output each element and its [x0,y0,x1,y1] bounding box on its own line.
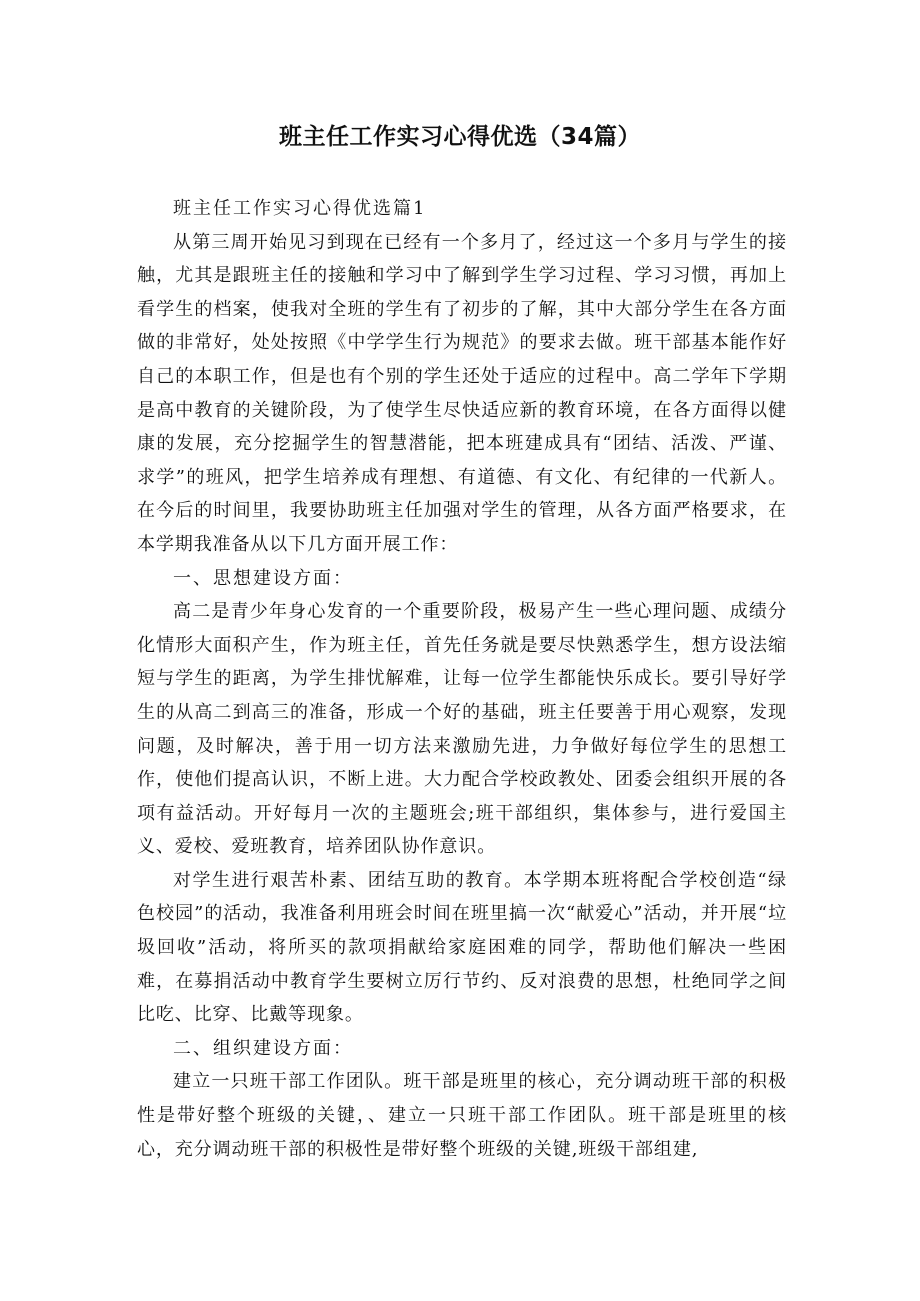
section-heading-organization: 二、组织建设方面： [173,1037,353,1059]
paragraph-activities: 对学生进行艰苦朴素、团结互助的教育。本学期本班将配合学校创造“绿色校园”的活动，我准备利用班会时间在班里搞一次“献爱心”活动，并开展“垃圾回收”活动，将所买的款项捐献给家庭困难的同学，帮助他们解决一些困难，在募捐活动中教育学生要树立厉行节约、反对浪费的思想，杜绝同学之间比吃、比穿、比戴等现象。 [137,869,787,1026]
section-heading-part-1: 班主任工作实习心得优选篇1 [173,198,427,219]
paragraph-organization: 建立一只班干部工作团队。班干部是班里的核心，充分调动班干部的积极性是带好整个班级的关键，、建立一只班干部工作团队。班干部是班里的核心，充分调动班干部的积极性是带好整个班级的关键,班级干部组建, [137,1071,787,1160]
paragraph-intro: 从第三周开始见习到现在已经有一个多月了，经过这一个多月与学生的接触，尤其是跟班主任的接触和学习中了解到学生学习过程、学习习惯，再加上看学生的档案，使我对全班的学生有了初步的了解，其中大部分学生在各方面做的非常好，处处按照《中学学生行为规范》的要求去做。班干部基本能作好自己的本职工作，但是也有个别的学生还处于适应的过程中。高二学年下学期是高中教育的关键阶段，为了使学生尽快适应新的教育环境，在各方面得以健康的发展，充分挖掘学生的智慧潜能，把本班建成具有“团结、活泼、严谨、求学”的班风，把学生培养成有理想、有道德、有文化、有纪律的一代新人。在今后的时间里，我要协助班主任加强对学生的管理，从各方面严格要求，在本学期我准备从以下几方面开展工作： [137,231,787,555]
document-title: 班主任工作实习心得优选（34篇） [278,124,641,150]
section-heading-ideology: 一、思想建设方面： [173,567,353,589]
document-body [137,192,787,1166]
paragraph-ideology: 高二是青少年身心发育的一个重要阶段，极易产生一些心理问题、成绩分化情形大面积产生，作为班主任，首先任务就是要尽快熟悉学生，想方设法缩短与学生的距离，为学生排忧解难，让每一位学生都能快乐成长。要引导好学生的从高二到高三的准备，形成一个好的基础，班主任要善于用心观察，发现问题，及时解决，善于用一切方法来激励先进，力争做好每位学生的思想工作，使他们提高认识，不断上进。大力配合学校政教处、团委会组织开展的各项有益活动。开好每月一次的主题班会;班干部组织，集体参与，进行爱国主义、爱校、爱班教育，培养团队协作意识。 [137,601,787,858]
